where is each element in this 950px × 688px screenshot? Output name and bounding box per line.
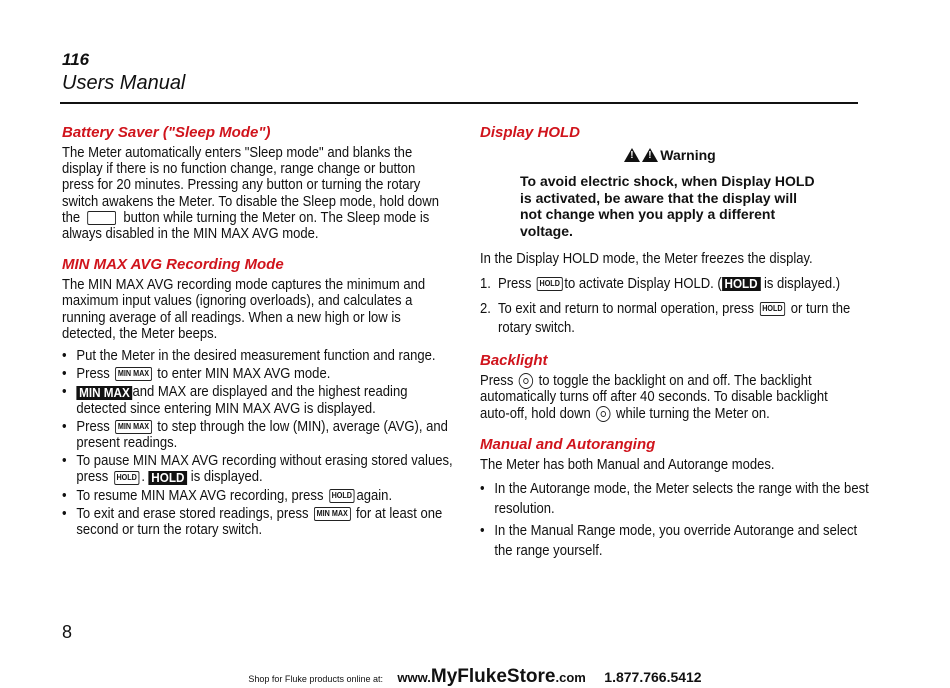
backlight-text-b: to toggle the backlight on and off. The backlight automatically turns off after 40 seconds. To disable backlight auto-off, hold down	[480, 373, 828, 422]
step-1b: to activate Display HOLD. (	[564, 276, 722, 293]
footer-url-www[interactable]: www.	[397, 670, 431, 685]
minmax-bullet-7b: for at least one second or turn the rotary switch.	[76, 505, 443, 539]
footer-shop-text: Shop for Fluke products online at:	[248, 674, 383, 684]
minmax-bullet-2a: Press	[76, 366, 110, 383]
autorange-bullet-1: In the Autorange mode, the Meter selects the range with the best resolution.	[494, 481, 869, 518]
autorange-bullet-2: In the Manual Range mode, you override Autorange and select the range yourself.	[494, 523, 858, 560]
step-1c: is displayed.)	[763, 276, 841, 293]
display-hold-section	[480, 124, 860, 338]
minmax-bullet-5a: To pause MIN MAX AVG recording without erasing stored values, press	[76, 453, 453, 486]
minmax-section	[62, 256, 453, 539]
warning-body: To avoid electric shock, when Display HOLD is activated, be aware that the display will not change when you apply a different voltage.	[520, 173, 815, 239]
minmax-bullet-7a: To exit and erase stored readings, press	[76, 505, 309, 522]
hold-key-icon: HOLD	[329, 489, 355, 503]
warning-triangle-icon	[624, 148, 640, 162]
backlight-text-c: while turning the Meter on.	[616, 405, 770, 422]
backlight-button-icon	[596, 406, 610, 422]
battery-saver-text	[62, 145, 442, 242]
list-item	[480, 275, 878, 294]
list-item: • To resume MIN MAX AVG recording, press HOLD again.	[62, 487, 393, 504]
step-2a: To exit and return to normal operation, press	[498, 301, 755, 318]
right-column	[480, 124, 869, 575]
footer-url-name[interactable]: MyFlukeStore	[430, 666, 556, 687]
list-item: • To exit and erase stored readings, press MIN MAX for at least one second or turn the rotary switch.	[62, 505, 443, 539]
minmax-list	[62, 348, 453, 539]
hold-lcd-icon: HOLD	[722, 277, 761, 291]
minmax-bullet-6b: again.	[356, 487, 393, 504]
step-1a: Press	[498, 276, 532, 293]
blank-button-icon	[87, 211, 116, 225]
step-number: 1.	[480, 276, 491, 293]
hold-key-icon: HOLD	[114, 471, 140, 485]
autoranging-list	[480, 479, 869, 561]
page-number: 8	[62, 622, 73, 642]
footer-phone: 1.877.766.5412	[604, 669, 702, 685]
minmax-bullet-4b: to step through the low (MIN), average (AVG), and present readings.	[76, 418, 448, 452]
warning-title: Warning	[660, 147, 716, 163]
minmax-bullet-4a: Press	[76, 418, 110, 435]
hold-lcd-icon: HOLD	[149, 471, 188, 485]
autoranging-heading: Manual and Autoranging	[480, 435, 656, 453]
display-hold-steps	[480, 275, 860, 338]
backlight-text	[480, 373, 860, 422]
list-item: • In the Manual Range mode, you override Autorange and select the range yourself.	[480, 523, 858, 560]
minmax-lcd-icon: MIN MAX	[76, 386, 132, 400]
backlight-heading: Backlight	[480, 352, 548, 370]
header-rule	[60, 102, 858, 104]
list-item: • To pause MIN MAX AVG recording without erasing stored values, press HOLD . HOLD is displayed.	[62, 453, 453, 486]
minmax-bullet-6a: To resume MIN MAX AVG recording, press	[76, 487, 324, 504]
battery-saver-section	[62, 124, 442, 242]
hold-key-icon: HOLD	[759, 302, 785, 316]
minmax-key-icon: MIN MAX	[314, 507, 351, 521]
backlight-section	[480, 352, 860, 422]
minmax-heading: MIN MAX AVG Recording Mode	[62, 256, 284, 274]
list-item: • In the Autorange mode, the Meter selects the range with the best resolution.	[480, 481, 869, 518]
minmax-bullet-5b: .	[141, 469, 145, 486]
display-hold-heading: Display HOLD	[480, 124, 581, 141]
minmax-bullet-5c: is displayed.	[190, 469, 263, 486]
minmax-intro: The MIN MAX AVG recording mode captures the minimum and maximum input values (ignoring overloads), and calculates a running average of all readings. When a new high or low is detected, the Meter beeps.	[62, 277, 426, 342]
list-item: • Press MIN MAX to enter MIN MAX AVG mode.	[62, 366, 331, 383]
display-hold-intro: In the Display HOLD mode, the Meter freezes the display.	[480, 251, 813, 267]
list-item: • MIN MAX and MAX are displayed and the highest reading detected since entering MIN MAX AVG is displayed.	[62, 384, 408, 417]
page-label: 116	[62, 50, 90, 69]
step-number: 2.	[480, 301, 491, 318]
autoranging-intro: The Meter has both Manual and Autorange modes.	[480, 456, 775, 473]
minmax-bullet-1: Put the Meter in the desired measurement function and range.	[76, 348, 436, 365]
manual-title: Users Manual	[62, 72, 186, 94]
list-item: • Press MIN MAX to step through the low (MIN), average (AVG), and present readings.	[62, 418, 448, 452]
autoranging-section	[480, 435, 869, 561]
step-2b: or turn the rotary switch.	[498, 301, 851, 337]
list-item: • Put the Meter in the desired measurement function and range.	[62, 348, 436, 365]
minmax-bullet-3: and MAX are displayed and the highest reading detected since entering MIN MAX AVG is displayed.	[76, 384, 408, 417]
footer	[0, 666, 950, 688]
battery-saver-heading: Battery Saver ("Sleep Mode")	[62, 124, 271, 141]
backlight-text-a: Press	[480, 373, 514, 390]
battery-text-b: button while turning the Meter on. The Sleep mode is always disabled in the MIN MAX AVG mode.	[62, 209, 430, 243]
minmax-bullet-2b: to enter MIN MAX AVG mode.	[157, 366, 331, 383]
list-item	[480, 300, 878, 338]
minmax-key-icon: MIN MAX	[115, 420, 152, 434]
backlight-button-icon	[519, 373, 533, 389]
minmax-key-icon: MIN MAX	[115, 367, 152, 381]
footer-url-tld[interactable]: .com	[555, 670, 586, 685]
left-column	[62, 124, 453, 552]
hold-key-icon: HOLD	[537, 277, 563, 291]
shock-triangle-icon	[642, 148, 658, 162]
warning-heading	[480, 147, 860, 163]
battery-text-a: The Meter automatically enters "Sleep mode" and blanks the display if there is no function change, range change or button press for 20 minutes. Pressing any button or turning the rotary switch awakens the Meter. To disable the Sleep mode, hold down the	[62, 145, 439, 226]
